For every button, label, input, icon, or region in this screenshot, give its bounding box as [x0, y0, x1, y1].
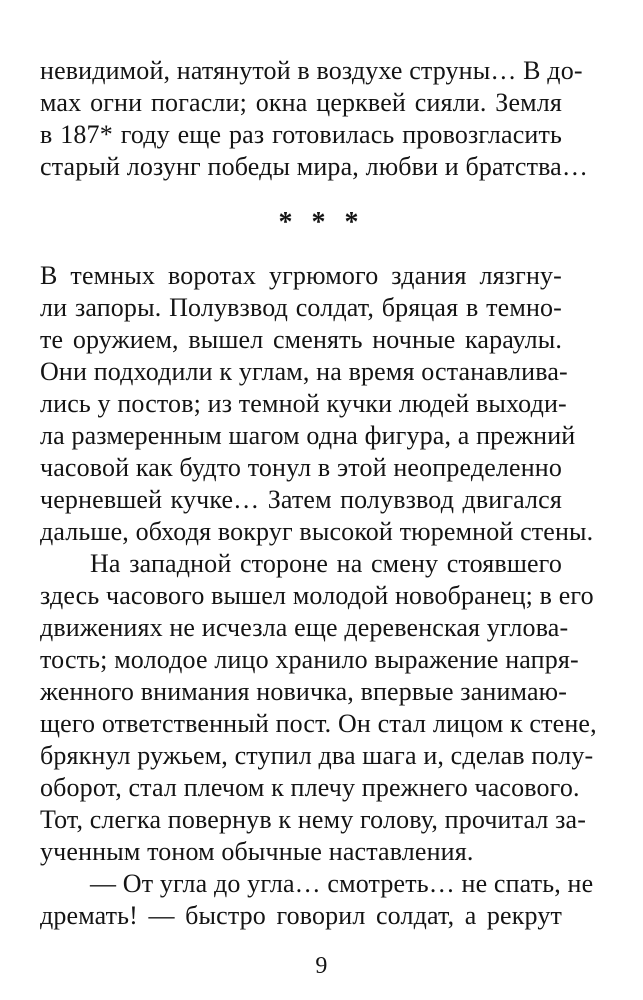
section-separator: * * *: [278, 207, 365, 238]
text-line: щего ответственный пост. Он стал лицом к стене,: [40, 709, 597, 738]
text-line: те оружием, вышел сменять ночные караулы.: [40, 325, 562, 354]
text-line: ли запоры. Полувзвод солдат, бряцая в темно-: [40, 293, 562, 322]
text-line: здесь часового вышел молодой новобранец; в его: [40, 581, 594, 610]
text-line: ла размеренным шагом одна фигура, а прежний: [40, 421, 576, 450]
text-line: в 187* году еще раз готовилась провозгласить: [40, 120, 562, 149]
text-line: мах огни погасли; окна церквей сияли. Земля: [40, 88, 562, 117]
text-line: женного внимания новичка, впервые занимаю-: [40, 677, 568, 706]
text-line: Тот, слегка повернув к нему голову, прочитал за-: [40, 805, 587, 834]
dialogue-first-line: — От угла до угла… смотреть… не спать, не: [90, 869, 594, 898]
text-line: тость; молодое лицо хранило выражение напря-: [40, 645, 579, 674]
text-line: движениях не исчезла еще деревенская углова-: [40, 613, 569, 642]
text-line: оборот, стал плечом к плечу прежнего часового.: [40, 773, 580, 802]
text-line: часовой как будто тонул в этой неопределенно: [40, 453, 562, 482]
paragraph-first-line: На западной стороне на смену стоявшего: [90, 549, 562, 578]
text-line: дремать! — быстро говорил солдат, а рекрут: [40, 901, 562, 930]
text-line: ученным тоном обычные наставления.: [40, 837, 474, 866]
text-line: Они подходили к углам, на время останавлива-: [40, 357, 568, 386]
text-line: дальше, обходя вокруг высокой тюремной стены.: [40, 517, 594, 546]
text-line: старый лозунг победы мира, любви и братства…: [40, 152, 589, 181]
text-line: лись у постов; из темной кучки людей выходи-: [40, 389, 567, 418]
text-line: В темных воротах угрюмого здания лязгну-: [40, 261, 562, 290]
text-line: невидимой, натянутой в воздухе струны… В до-: [40, 56, 583, 85]
text-line: брякнул ружьем, ступил два шага и, сделав полу-: [40, 741, 594, 770]
page-number: 9: [315, 953, 328, 979]
text-line: черневшей кучке… Затем полувзвод двигался: [40, 485, 562, 514]
